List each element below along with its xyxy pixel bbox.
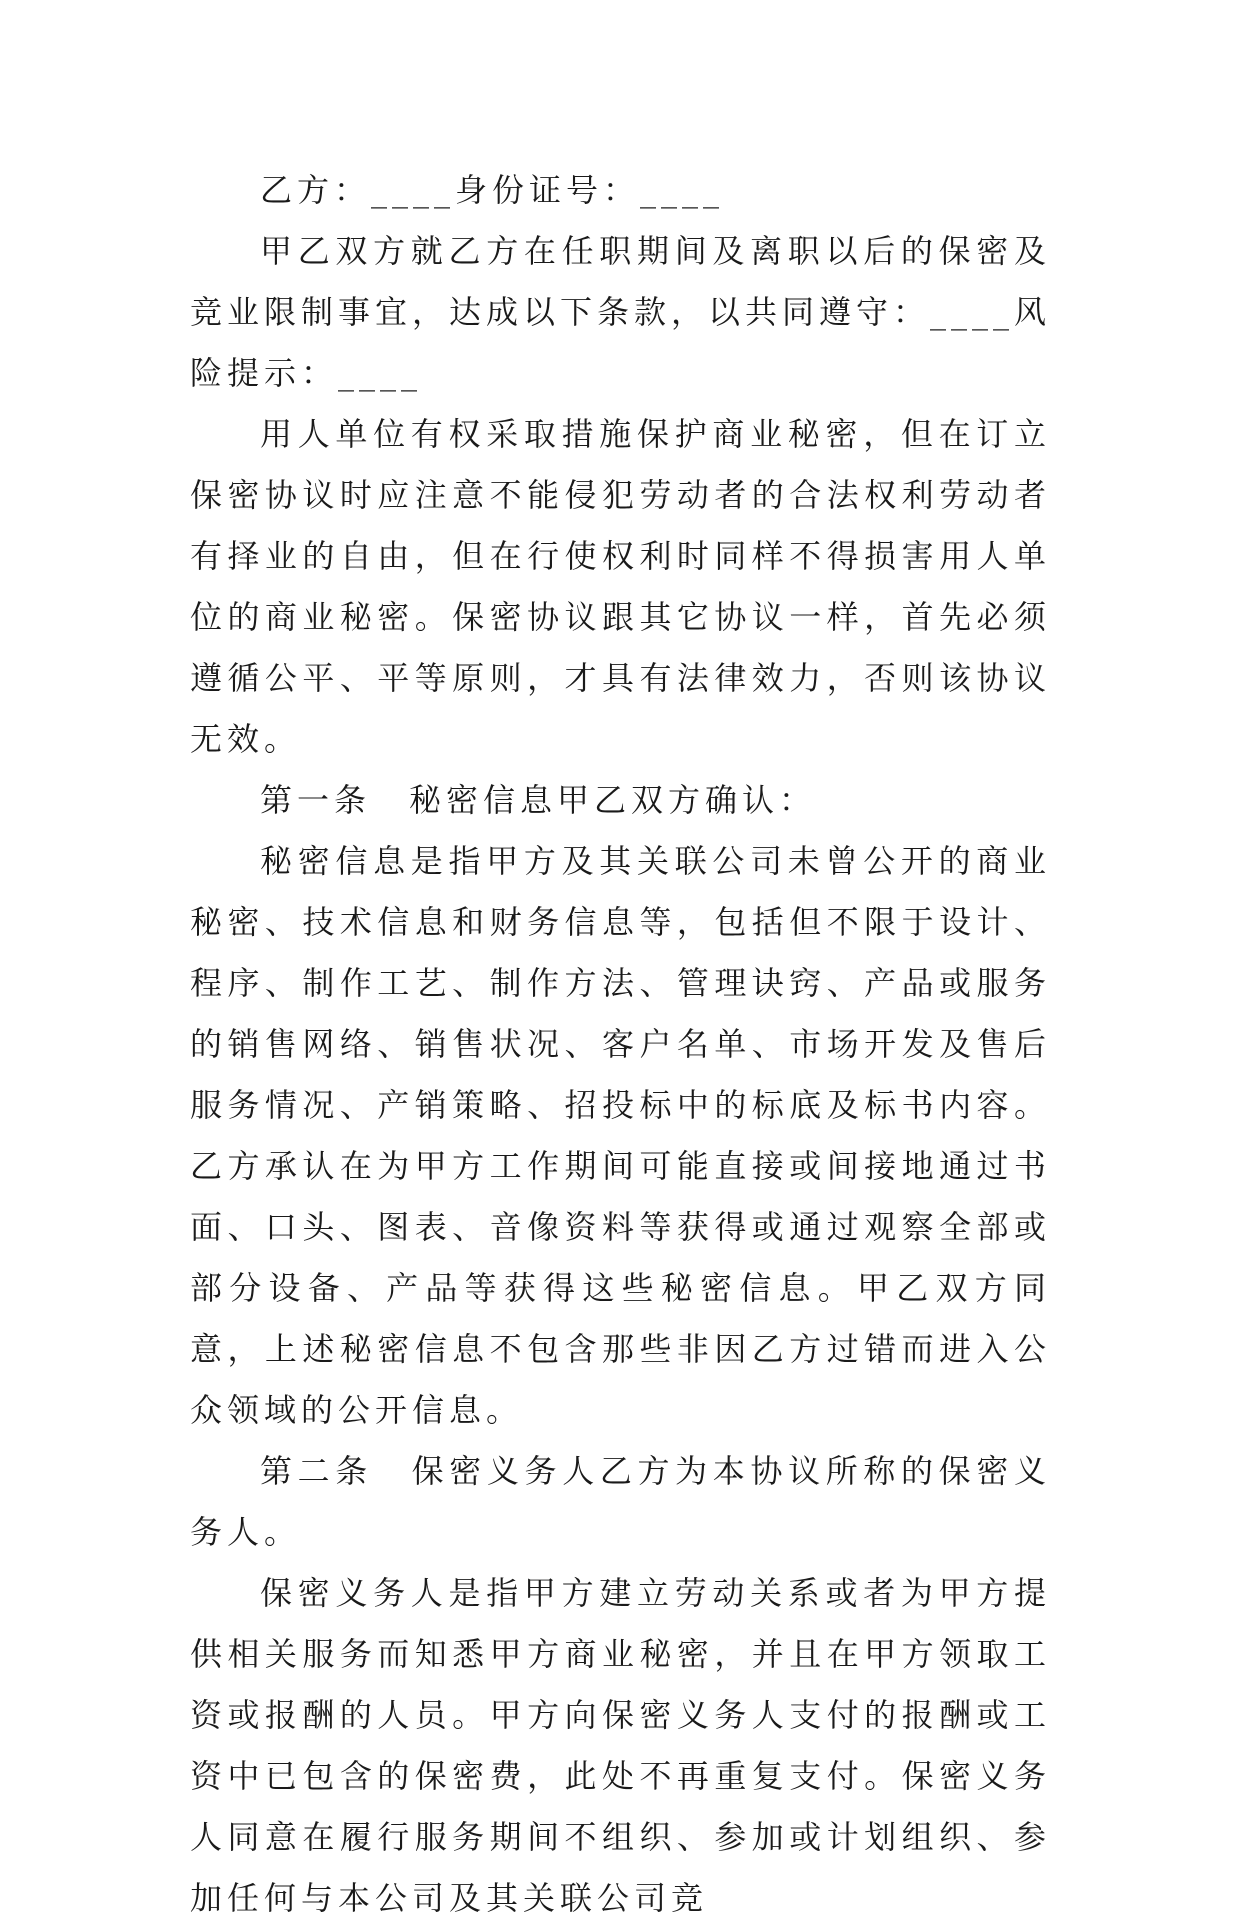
- article-one-body: 秘密信息是指甲方及其关联公司未曾公开的商业秘密、技术信息和财务信息等，包括但不限于设计、程序、制作工艺、制作方法、管理诀窍、产品或服务的销售网络、销售状况、客户名单、市场开发及售后服务情况、产销策略、招投标中的标底及标书内容。乙方承认在为甲方工作期间可能直接或间接地通过书面、口头、图表、音像资料等获得或通过观察全部或部分设备、产品等获得这些秘密信息。甲乙双方同意，上述秘密信息不包含那些非因乙方过错而进入公众领域的公开信息。: [190, 842, 1051, 1429]
- intro-paragraph: 甲乙双方就乙方在任职期间及离职以后的保密及竞业限制事宜，达成以下条款，以共同遵守：____风险提示：____: [190, 232, 1052, 392]
- article-one-number: 第一条: [260, 781, 372, 819]
- article-two-body: 保密义务人是指甲方建立劳动关系或者为甲方提供相关服务而知悉甲方商业秘密，并且在甲方领取工资或报酬的人员。甲方向保密义务人支付的报酬或工资中已包含的保密费，此处不再重复支付。保密义务人同意在履行服务期间不组织、参加或计划组织、参加任何与本公司及其关联公司竞: [190, 1574, 1051, 1917]
- article-two-heading: [190, 1441, 1051, 1563]
- risk-note-paragraph: 用人单位有权采取措施保护商业秘密，但在订立保密协议时应注意不能侵犯劳动者的合法权利劳动者有择业的自由，但在行使权利时同样不得损害用人单位的商业秘密。保密协议跟其它协议一样，首先必须遵循公平、平等原则，才具有法律效力，否则该协议无效。: [190, 415, 1051, 758]
- article-two-title: 保密义务人乙方为本协议所称的保密义务人。: [190, 1452, 1051, 1551]
- article-two-number: 第二条: [260, 1452, 373, 1490]
- article-one-heading: [190, 770, 1051, 831]
- party-b-line: 乙方：____身份证号：____: [260, 171, 725, 209]
- article-one-title: 秘密信息甲乙双方确认：: [409, 781, 817, 819]
